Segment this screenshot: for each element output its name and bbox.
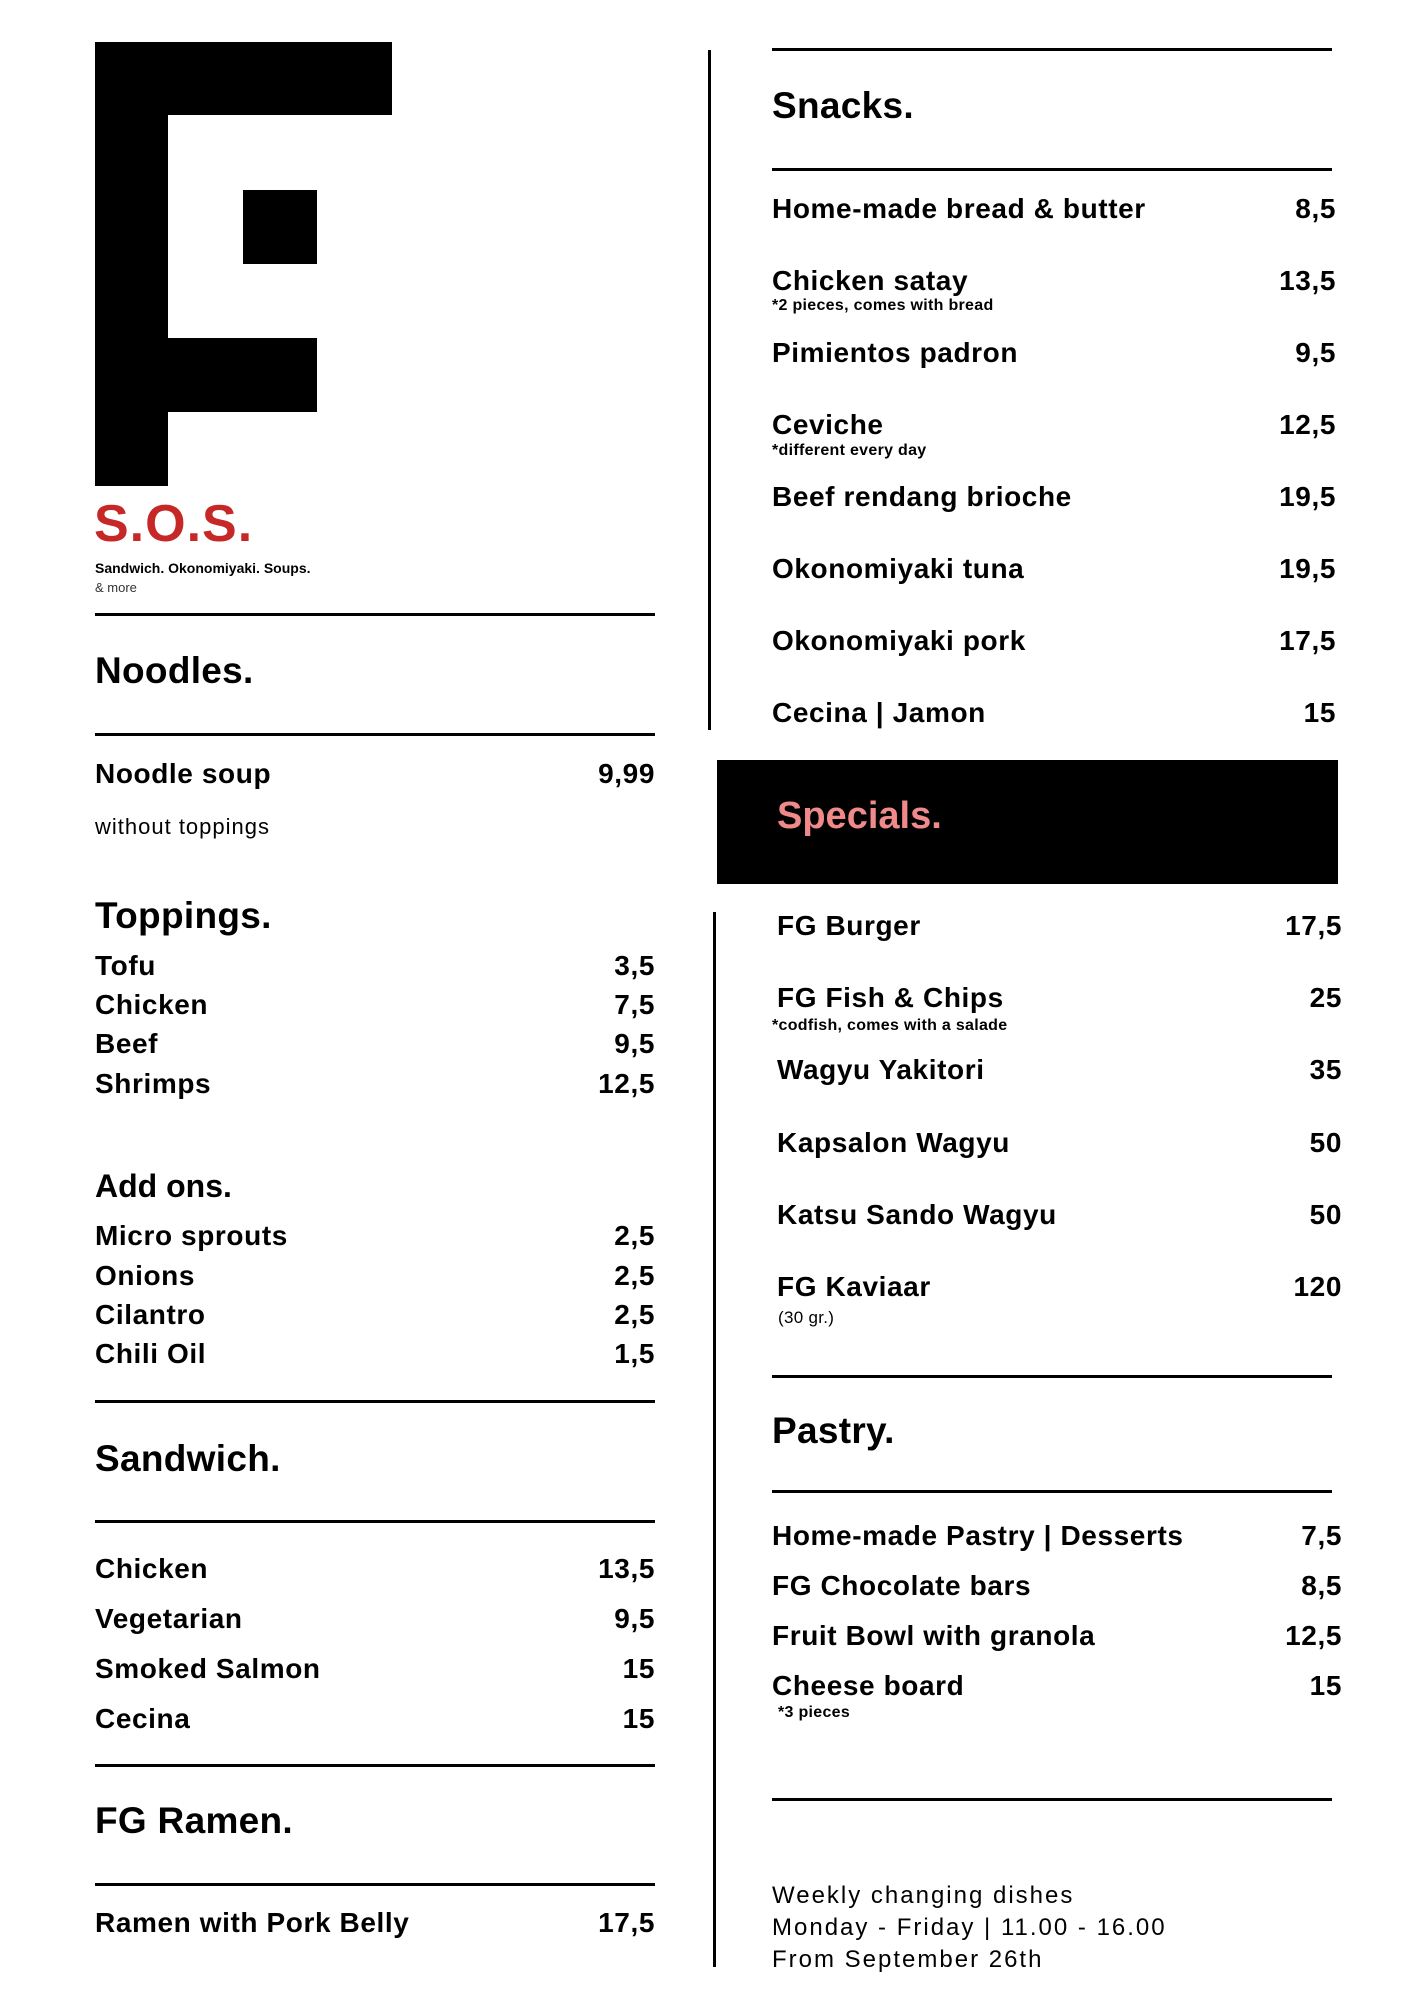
addon-row xyxy=(95,1220,655,1252)
brand-name: S.O.S. xyxy=(94,495,254,553)
item-price: 15 xyxy=(1309,1670,1342,1701)
item-price: 17,5 xyxy=(1279,625,1336,656)
item-name: Ceviche xyxy=(772,409,884,440)
sandwich-row xyxy=(95,1653,655,1685)
column-divider xyxy=(713,912,716,1967)
item-name: Tofu xyxy=(95,950,156,981)
column-divider xyxy=(708,50,711,730)
pastry-row xyxy=(772,1520,1342,1552)
menu-item-noodle-soup xyxy=(95,758,655,790)
sandwich-heading: Sandwich. xyxy=(95,1438,281,1479)
divider xyxy=(772,1490,1332,1493)
divider xyxy=(95,1883,655,1886)
item-price: 9,5 xyxy=(614,1603,655,1634)
item-note: *different every day xyxy=(772,442,927,459)
item-name: Ramen with Pork Belly xyxy=(95,1907,410,1938)
item-price: 12,5 xyxy=(1285,1620,1342,1651)
snack-row xyxy=(772,625,1336,657)
sandwich-row xyxy=(95,1553,655,1585)
item-price: 2,5 xyxy=(614,1260,655,1291)
snack-row xyxy=(772,553,1336,585)
sandwich-row xyxy=(95,1603,655,1635)
addon-row xyxy=(95,1260,655,1292)
item-price: 13,5 xyxy=(598,1553,655,1584)
item-note: *3 pieces xyxy=(778,1704,851,1721)
snack-row xyxy=(772,265,1336,297)
divider xyxy=(95,1764,655,1767)
item-name: Home-made Pastry | Desserts xyxy=(772,1520,1184,1551)
ramen-heading: FG Ramen. xyxy=(95,1800,294,1841)
noodles-note: without toppings xyxy=(95,814,270,839)
topping-row xyxy=(95,1068,655,1100)
item-name: Smoked Salmon xyxy=(95,1653,321,1684)
pastry-heading: Pastry. xyxy=(772,1410,895,1451)
item-price: 15 xyxy=(1303,697,1336,728)
special-row xyxy=(777,1054,1342,1086)
divider xyxy=(772,1798,1332,1801)
item-name: Beef xyxy=(95,1028,159,1059)
item-name: Cheese board xyxy=(772,1670,965,1701)
item-name: Shrimps xyxy=(95,1068,212,1099)
item-name: Okonomiyaki pork xyxy=(772,625,1026,656)
snack-row xyxy=(772,697,1336,729)
specials-heading: Specials. xyxy=(777,795,942,837)
pastry-row xyxy=(772,1670,1342,1702)
item-price: 8,5 xyxy=(1295,193,1336,224)
divider xyxy=(95,733,655,736)
footer-line: From September 26th xyxy=(772,1946,1044,1973)
item-price: 50 xyxy=(1309,1199,1342,1230)
snack-row xyxy=(772,337,1336,369)
item-price: 120 xyxy=(1293,1271,1342,1302)
item-name: Kapsalon Wagyu xyxy=(777,1127,1010,1158)
item-name: Chicken xyxy=(95,1553,209,1584)
item-price: 50 xyxy=(1309,1127,1342,1158)
item-name: Chicken satay xyxy=(772,265,969,296)
item-name: FG Fish & Chips xyxy=(777,982,1004,1013)
item-price: 17,5 xyxy=(598,1907,655,1938)
item-price: 19,5 xyxy=(1279,481,1336,512)
logo-f-icon xyxy=(95,42,392,486)
item-price: 19,5 xyxy=(1279,553,1336,584)
topping-row xyxy=(95,950,655,982)
item-name: Micro sprouts xyxy=(95,1220,288,1251)
divider xyxy=(95,613,655,616)
toppings-heading: Toppings. xyxy=(95,895,272,936)
item-price: 1,5 xyxy=(614,1338,655,1369)
item-price: 17,5 xyxy=(1285,910,1342,941)
item-name: Beef rendang brioche xyxy=(772,481,1072,512)
item-price: 12,5 xyxy=(598,1068,655,1099)
special-row xyxy=(777,1127,1342,1159)
item-name: Pimientos padron xyxy=(772,337,1019,368)
item-price: 25 xyxy=(1309,982,1342,1013)
item-name: Noodle soup xyxy=(95,758,272,789)
snack-row xyxy=(772,481,1336,513)
item-price: 2,5 xyxy=(614,1299,655,1330)
special-row xyxy=(777,1271,1342,1303)
item-name: Cecina | Jamon xyxy=(772,697,986,728)
divider xyxy=(772,48,1332,51)
item-price: 7,5 xyxy=(1301,1520,1342,1551)
item-price: 7,5 xyxy=(614,989,655,1020)
divider xyxy=(95,1400,655,1403)
sandwich-row xyxy=(95,1703,655,1735)
item-name: Fruit Bowl with granola xyxy=(772,1620,1096,1651)
item-name: Cilantro xyxy=(95,1299,206,1330)
item-price: 3,5 xyxy=(614,950,655,981)
snacks-heading: Snacks. xyxy=(772,85,914,126)
pastry-row xyxy=(772,1570,1342,1602)
snack-row xyxy=(772,409,1336,441)
addon-row xyxy=(95,1338,655,1370)
item-name: FG Burger xyxy=(777,910,921,941)
addon-row xyxy=(95,1299,655,1331)
item-price: 12,5 xyxy=(1279,409,1336,440)
item-name: Katsu Sando Wagyu xyxy=(777,1199,1057,1230)
divider xyxy=(772,168,1332,171)
special-row xyxy=(777,982,1342,1014)
item-price: 35 xyxy=(1309,1054,1342,1085)
item-note: *codfish, comes with a salade xyxy=(772,1017,1008,1034)
item-name: Chicken xyxy=(95,989,209,1020)
item-price: 8,5 xyxy=(1301,1570,1342,1601)
item-price: 2,5 xyxy=(614,1220,655,1251)
item-name: Okonomiyaki tuna xyxy=(772,553,1025,584)
footer-line: Weekly changing dishes xyxy=(772,1882,1075,1909)
item-price: 15 xyxy=(622,1703,655,1734)
item-price: 9,5 xyxy=(1295,337,1336,368)
item-name: FG Kaviaar xyxy=(777,1271,931,1302)
brand-tagline: Sandwich. Okonomiyaki. Soups. xyxy=(95,560,311,576)
item-price: 9,5 xyxy=(614,1028,655,1059)
footer-line: Monday - Friday | 11.00 - 16.00 xyxy=(772,1914,1167,1941)
item-name: Chili Oil xyxy=(95,1338,207,1369)
brand-more: & more xyxy=(95,580,137,595)
special-row xyxy=(777,1199,1342,1231)
item-name: Onions xyxy=(95,1260,196,1291)
item-price: 15 xyxy=(622,1653,655,1684)
divider xyxy=(772,1375,1332,1378)
divider xyxy=(95,1520,655,1523)
topping-row xyxy=(95,989,655,1021)
snack-row xyxy=(772,193,1336,225)
item-note: *2 pieces, comes with bread xyxy=(772,297,994,314)
item-name: Wagyu Yakitori xyxy=(777,1054,985,1085)
item-name: Cecina xyxy=(95,1703,191,1734)
addons-heading: Add ons. xyxy=(95,1168,232,1204)
item-price: 9,99 xyxy=(598,758,655,789)
noodles-heading: Noodles. xyxy=(95,650,254,691)
item-name: Vegetarian xyxy=(95,1603,243,1634)
item-note: (30 gr.) xyxy=(778,1308,835,1327)
item-name: Home-made bread & butter xyxy=(772,193,1146,224)
special-row xyxy=(777,910,1342,942)
item-price: 13,5 xyxy=(1279,265,1336,296)
topping-row xyxy=(95,1028,655,1060)
item-name: FG Chocolate bars xyxy=(772,1570,1032,1601)
menu-item-ramen xyxy=(95,1907,655,1939)
pastry-row xyxy=(772,1620,1342,1652)
